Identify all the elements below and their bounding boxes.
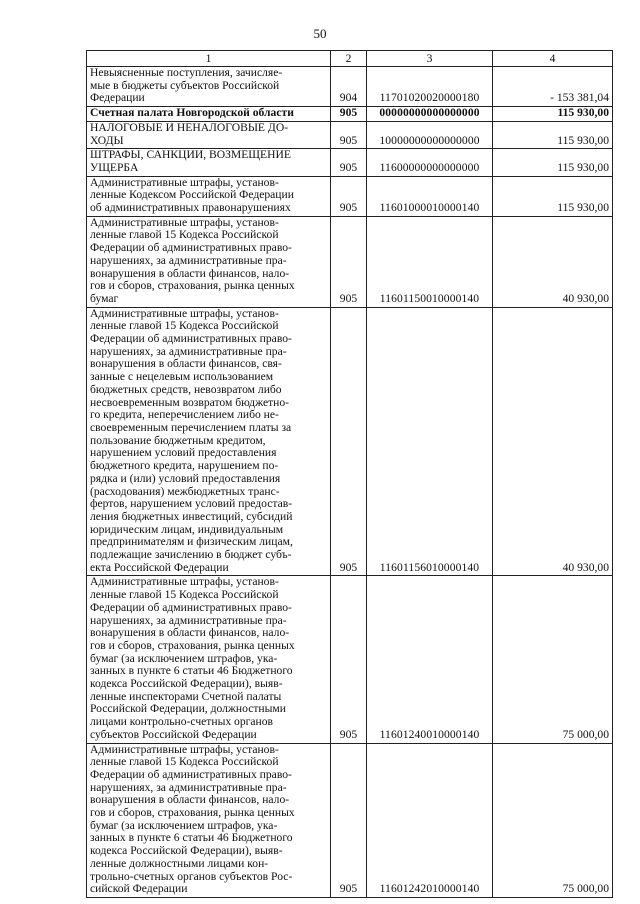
- row-amount: 75 000,00: [493, 576, 613, 743]
- row-description: Невыясненные поступления, зачисляе- мые в бюджеты субъектов Российской Федерации: [87, 67, 331, 107]
- row-admin-code: 904: [331, 67, 367, 107]
- row-admin-code: 905: [331, 121, 367, 148]
- row-amount: 40 930,00: [493, 216, 613, 307]
- row-admin-code: 905: [331, 216, 367, 307]
- row-kbk-code: 11601156010000140: [367, 307, 493, 576]
- row-description: Административные штрафы, установ- ленные главой 15 Кодекса Российской Федерации об административных право- нарушениях, за административные пра- вонарушения в области финансов, нало- гов и сборов, страхования, рынка ценных бумаг (за исключением штрафов, ука- занных в пункте 6 статьи 46 Бюджетного кодекса Российской Федерации), выяв- ленные инспекторами Счетной палаты Российской Федерации, должностными лицами контрольно-счетных органов субъектов Российской Федерации: [87, 576, 331, 743]
- row-amount: 115 930,00: [493, 176, 613, 216]
- row-kbk-code: 11601240010000140: [367, 576, 493, 743]
- row-amount: 115 930,00: [493, 121, 613, 148]
- row-description: Административные штрафы, установ- ленные Кодексом Российской Федерации об административных правонарушениях: [87, 176, 331, 216]
- row-description: ШТРАФЫ, САНКЦИИ, ВОЗМЕЩЕНИЕ УЩЕРБА: [87, 149, 331, 176]
- revenue-table: [86, 50, 613, 898]
- row-amount: 75 000,00: [493, 743, 613, 897]
- row-admin-code: 905: [331, 576, 367, 743]
- row-description: Административные штрафы, установ- ленные главой 15 Кодекса Российской Федерации об административных право- нарушениях, за административные пра- вонарушения в области финансов, нало- гов и сборов, страхования, рынка ценных бумаг: [87, 216, 331, 307]
- row-description: Счетная палата Новгородской области: [87, 107, 331, 122]
- row-description: Административные штрафы, установ- ленные главой 15 Кодекса Российской Федерации об административных право- нарушениях, за административные пра- вонарушения в области финансов, свя- занные с нецелевым использованием бюджетных средств, невозвратом либо несвоевременным возвратом бюджетно- го кредита, неперечислением либо не- своевременным перечислением платы за пользование бюджетным кредитом, нарушением условий предоставления бюджетного кредита, нарушением по- рядка и (или) условий предоставления (расходования) межбюджетных транс- фертов, нарушением условий предостав- ления бюджетных инвестиций, субсидий юридическим лицам, индивидуальным предпринимателям и физическим лицам, подлежащие зачислению в бюджет субъ- екта Российской Федерации: [87, 307, 331, 576]
- row-kbk-code: 11601242010000140: [367, 743, 493, 897]
- table-row: [87, 176, 613, 216]
- row-description: Административные штрафы, установ- ленные главой 15 Кодекса Российской Федерации об административных право- нарушениях, за административные пра- вонарушения в области финансов, нало- гов и сборов, страхования, рынка ценных бумаг (за исключением штрафов, ука- занных в пункте 6 статьи 46 Бюджетного кодекса Российской Федерации), выяв- ленные должностными лицами кон- трольно-счетных органов субъектов Рос- сийской Федерации: [87, 743, 331, 897]
- row-admin-code: 905: [331, 107, 367, 122]
- page-number: 50: [313, 26, 327, 41]
- row-amount: - 153 381,04: [493, 67, 613, 107]
- row-amount: 40 930,00: [493, 307, 613, 576]
- row-admin-code: 905: [331, 149, 367, 176]
- row-kbk-code: 11600000000000000: [367, 149, 493, 176]
- row-amount: 115 930,00: [493, 149, 613, 176]
- header-col-1: 1: [87, 51, 331, 67]
- row-kbk-code: 10000000000000000: [367, 121, 493, 148]
- table-row: [87, 107, 613, 122]
- row-amount: 115 930,00: [493, 107, 613, 122]
- table-row: [87, 121, 613, 148]
- row-admin-code: 905: [331, 743, 367, 897]
- row-admin-code: 905: [331, 176, 367, 216]
- table-row: [87, 307, 613, 576]
- table-header-row: [87, 51, 613, 67]
- table-row: [87, 216, 613, 307]
- table-row: [87, 576, 613, 743]
- row-description: НАЛОГОВЫЕ И НЕНАЛОГОВЫЕ ДО- ХОДЫ: [87, 121, 331, 148]
- table-row: [87, 149, 613, 176]
- table-row: [87, 743, 613, 897]
- header-col-2: 2: [331, 51, 367, 67]
- row-kbk-code: 11601000010000140: [367, 176, 493, 216]
- header-col-4: 4: [493, 51, 613, 67]
- header-col-3: 3: [367, 51, 493, 67]
- row-kbk-code: 11601150010000140: [367, 216, 493, 307]
- table-row: [87, 67, 613, 107]
- row-kbk-code: 00000000000000000: [367, 107, 493, 122]
- row-kbk-code: 11701020020000180: [367, 67, 493, 107]
- row-admin-code: 905: [331, 307, 367, 576]
